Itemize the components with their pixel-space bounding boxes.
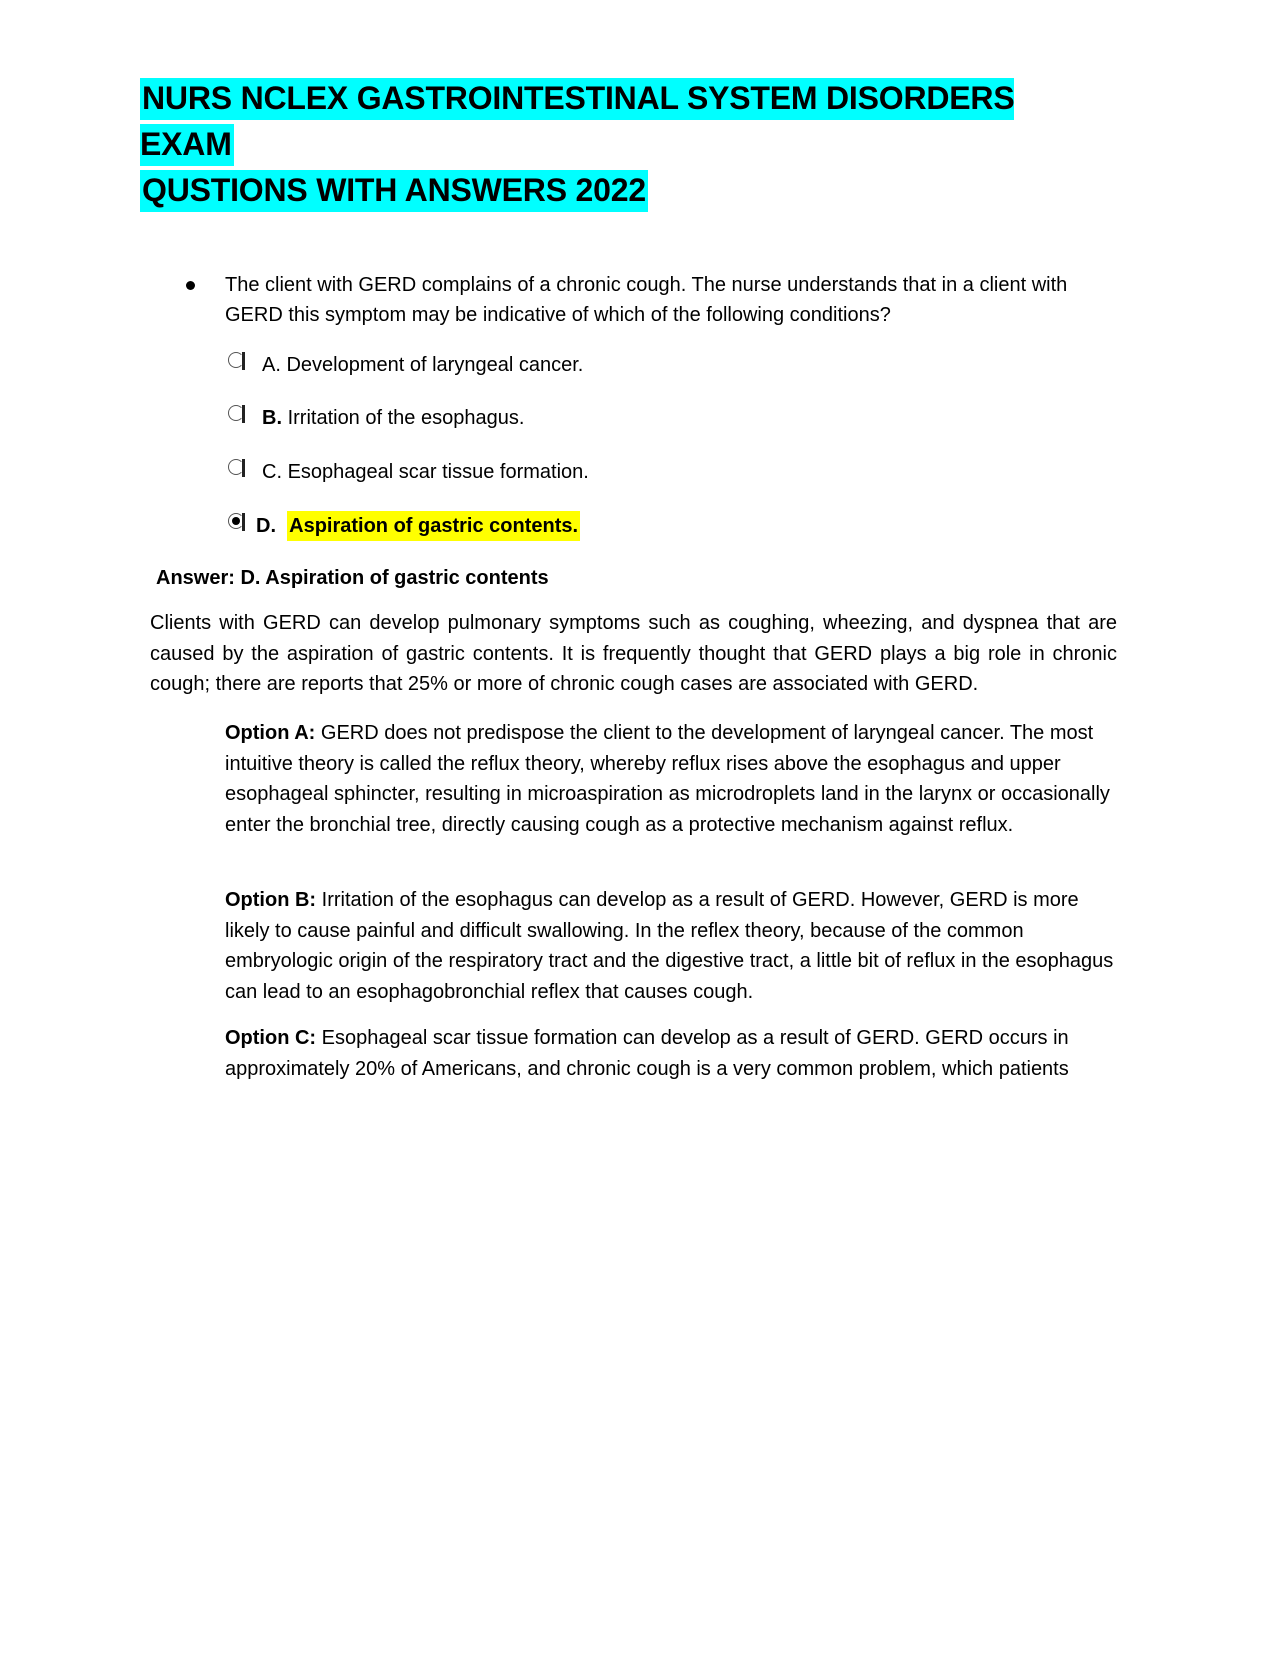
answer-explanation: Clients with GERD can develop pulmonary symptoms such as coughing, wheezing, and dyspnea that are caused by the aspiration of gastric contents. It is frequently thought that GERD plays a big role in chronic cough; there are reports that 25% or more of chronic cough cases are associated with GERD. [150, 612, 1117, 695]
option-d-text: Aspiration of gastric contents. [287, 511, 580, 541]
option-d[interactable] [228, 511, 580, 541]
radio-unchecked-icon[interactable] [228, 405, 246, 423]
option-a-letter: A. [262, 354, 281, 376]
answer-label: Answer: D. Aspiration of gastric contents [156, 567, 549, 589]
option-a[interactable] [228, 350, 583, 380]
option-b-explanation-text: Irritation of the esophagus can develop as a result of GERD. However, GERD is more likely to cause painful and difficult swallowing. In the reflex theory, because of the common embryologic origin of the respiratory tract and the digestive tract, a little bit of reflux in the esophagus can lead to an esophagobronchial reflex that causes cough. [225, 889, 1114, 1003]
radio-unchecked-icon[interactable] [228, 459, 246, 477]
option-a-text: Development of laryngeal cancer. [286, 354, 584, 376]
title-line-1: NURS NCLEX GASTROINTESTINAL SYSTEM DISORDERS EXAM [140, 78, 1014, 166]
option-c-explanation-label: Option C: [225, 1027, 317, 1049]
option-b-text: Irritation of the esophagus. [287, 407, 525, 429]
option-b-letter: B. [262, 407, 282, 429]
option-a-explanation [225, 718, 1120, 840]
option-c-explanation-text: Esophageal scar tissue formation can develop as a result of GERD. GERD occurs in approximately 20% of Americans, and chronic cough is a very common problem, which patients [225, 1027, 1069, 1080]
radio-checked-icon[interactable] [228, 513, 246, 531]
option-a-explanation-label: Option A: [225, 722, 316, 744]
option-b-explanation-label: Option B: [225, 889, 317, 911]
document-title [140, 75, 1100, 213]
option-c-text: Esophageal scar tissue formation. [287, 461, 589, 483]
radio-unchecked-icon[interactable] [228, 352, 246, 370]
bullet-icon [186, 281, 195, 290]
option-a-explanation-text: GERD does not predispose the client to the development of laryngeal cancer. The most intuitive theory is called the reflux theory, whereby reflux rises above the esophagus and upper esophageal sphincter, resulting in microaspiration as microdroplets land in the larynx or occasionally enter the bronchial tree, directly causing cough as a protective mechanism against reflux. [225, 722, 1110, 836]
option-c[interactable] [228, 457, 589, 487]
option-d-letter: D. [256, 515, 276, 537]
option-b-explanation [225, 885, 1120, 1007]
option-c-letter: C. [262, 461, 282, 483]
option-c-explanation [225, 1023, 1120, 1084]
title-line-2: QUSTIONS WITH ANSWERS 2022 [140, 170, 648, 212]
question-text: The client with GERD complains of a chronic cough. The nurse understands that in a client with GERD this symptom may be indicative of which of the following conditions? [225, 274, 1068, 326]
option-b[interactable] [228, 403, 524, 433]
